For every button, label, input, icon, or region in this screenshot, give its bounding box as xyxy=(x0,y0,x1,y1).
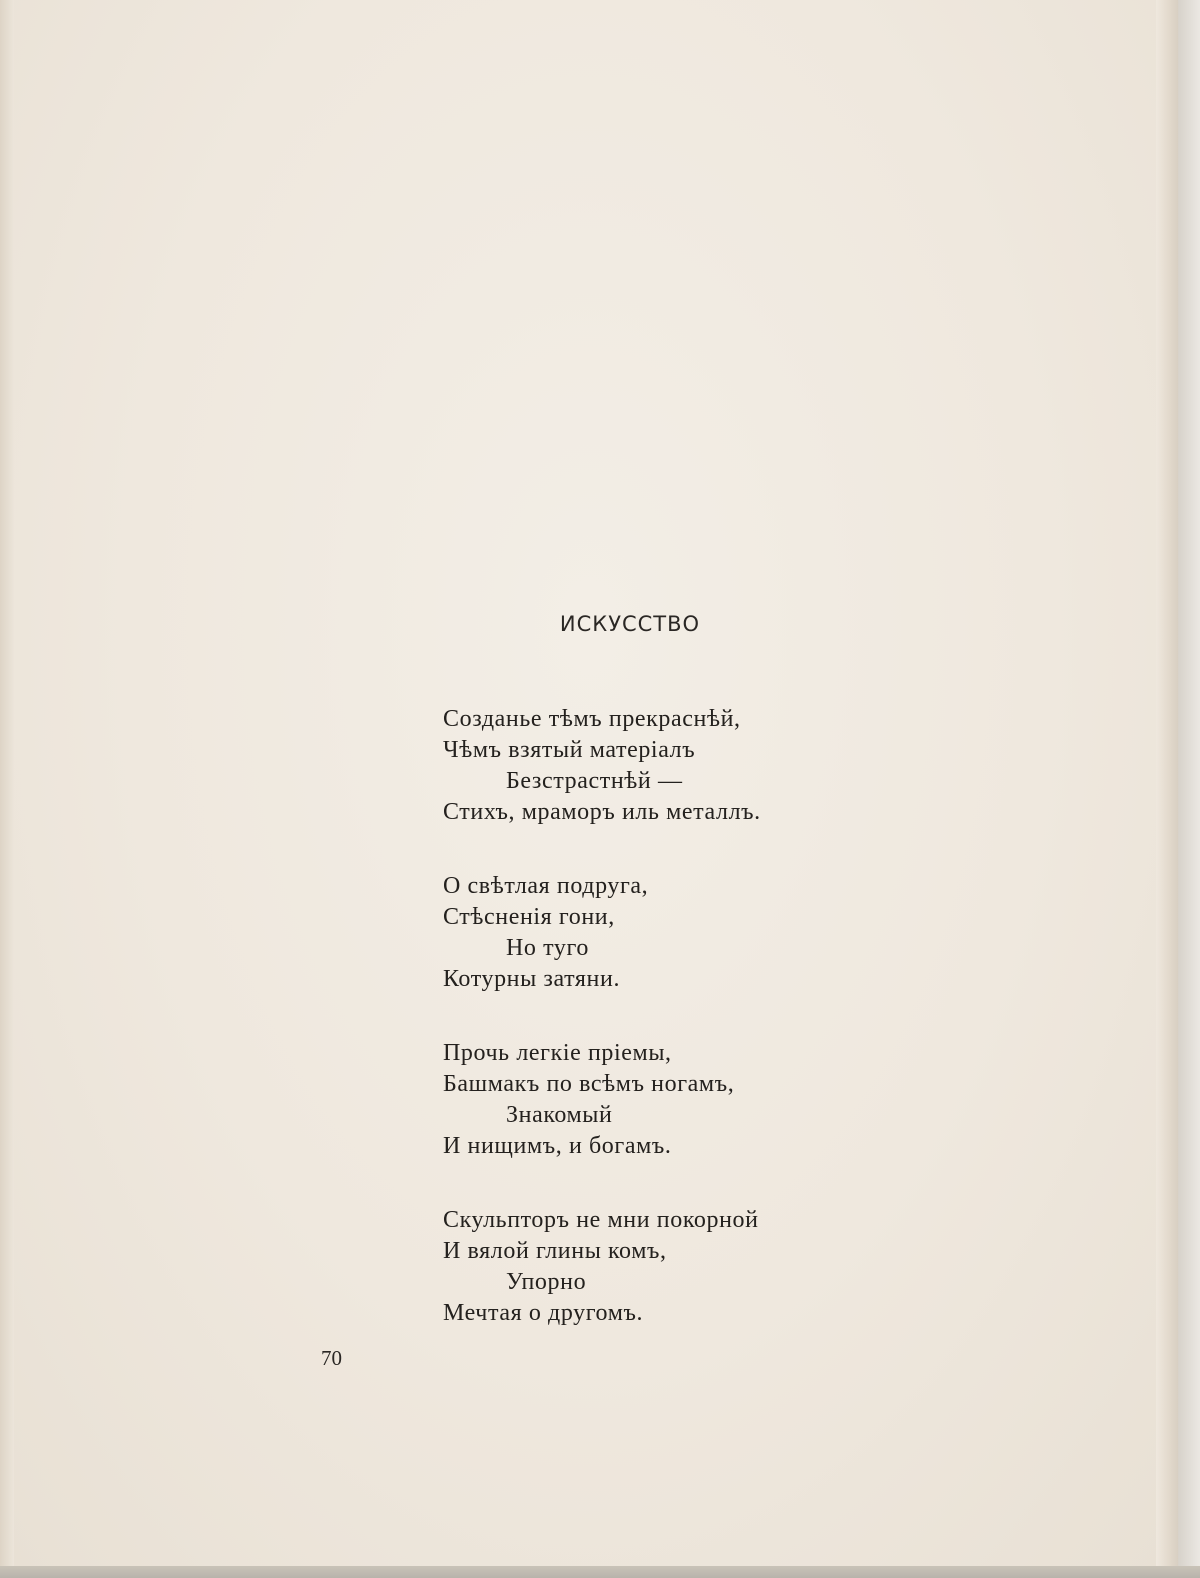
poem-line: Котурны затяни. xyxy=(443,966,621,992)
poem-line: Стихъ, мраморъ иль металлъ. xyxy=(443,799,761,825)
page-number: 70 xyxy=(321,1346,342,1370)
stanza-1 xyxy=(443,704,761,828)
poem-body xyxy=(443,704,761,1372)
stanza-4 xyxy=(443,1205,761,1329)
poem-line: Созданье тѣмъ прекраснѣй, xyxy=(443,706,741,732)
stanza-2 xyxy=(443,871,761,995)
scan-bottom-edge xyxy=(0,1566,1200,1578)
poem-line-indented: Знакомый xyxy=(506,1102,613,1128)
poem-line-indented: Безстрастнѣй — xyxy=(506,768,683,794)
poem-line: Прочь легкіе пріемы, xyxy=(443,1040,672,1066)
poem-line: Мечтая о другомъ. xyxy=(443,1300,644,1326)
poem-line-indented: Но туго xyxy=(506,935,589,961)
poem-line: И нищимъ, и богамъ. xyxy=(443,1133,672,1159)
stanza-3 xyxy=(443,1038,761,1162)
poem-line: Чѣмъ взятый матеріалъ xyxy=(443,737,696,763)
poem-line: Стѣсненія гони, xyxy=(443,904,615,930)
poem-line: О свѣтлая подруга, xyxy=(443,873,649,899)
poem-line: И вялой глины комъ, xyxy=(443,1238,667,1264)
adjacent-page-edge xyxy=(1178,0,1200,1578)
poem-line: Башмакъ по всѣмъ ногамъ, xyxy=(443,1071,735,1097)
poem-line: Скульпторъ не мни покорной xyxy=(443,1207,759,1233)
page-left-edge xyxy=(0,0,14,1566)
poem-title: ИСКУССТВО xyxy=(559,612,701,636)
page-right-edge xyxy=(1156,0,1178,1566)
poem-line-indented: Упорно xyxy=(506,1269,587,1295)
